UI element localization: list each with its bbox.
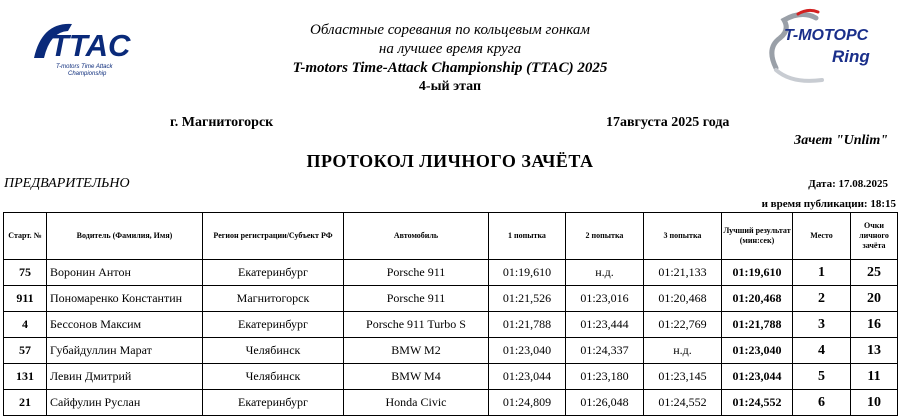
cell-best: 01:21,788 bbox=[722, 312, 793, 338]
cell-driver: Левин Дмитрий bbox=[47, 364, 203, 390]
cell-try1: 01:19,610 bbox=[489, 260, 566, 286]
col-header-place: Место bbox=[793, 213, 851, 260]
publication-time: и время публикации: 18:15 bbox=[761, 198, 896, 210]
cell-try2: 01:24,337 bbox=[566, 338, 644, 364]
document-date: Дата: 17.08.2025 bbox=[808, 178, 888, 190]
cell-region: Челябинск bbox=[203, 338, 344, 364]
cell-start-no: 21 bbox=[4, 390, 47, 416]
table-header-row bbox=[4, 213, 898, 260]
header-stage: 4-ый этап bbox=[418, 79, 482, 94]
cell-place: 2 bbox=[793, 286, 851, 312]
ttac-logo-sub1: T-motors Time Attack bbox=[56, 64, 113, 70]
cell-try3: 01:22,769 bbox=[644, 312, 722, 338]
cell-car: BMW M2 bbox=[344, 338, 489, 364]
tmotors-logo-line1: T-МОТОРС bbox=[784, 27, 869, 44]
cell-region: Екатеринбург bbox=[203, 390, 344, 416]
table-row bbox=[4, 390, 898, 416]
cell-points: 16 bbox=[851, 312, 898, 338]
col-header-try3: 3 попытка bbox=[644, 213, 722, 260]
table-row bbox=[4, 338, 898, 364]
ttac-logo-sub2: Championship bbox=[68, 71, 107, 77]
cell-driver: Пономаренко Константин bbox=[47, 286, 203, 312]
cell-points: 20 bbox=[851, 286, 898, 312]
status-label: ПРЕДВАРИТЕЛЬНО bbox=[4, 176, 130, 191]
cell-car: Porsche 911 Turbo S bbox=[344, 312, 489, 338]
cell-try3: 01:21,133 bbox=[644, 260, 722, 286]
cell-try2: н.д. bbox=[566, 260, 644, 286]
cell-best: 01:24,552 bbox=[722, 390, 793, 416]
col-header-region: Регион регистрации/Субъект РФ bbox=[203, 213, 344, 260]
table-row bbox=[4, 260, 898, 286]
cell-try1: 01:23,044 bbox=[489, 364, 566, 390]
header-championship-title: T-motors Time-Attack Championship (TTAC) 2025 bbox=[292, 60, 608, 76]
cell-region: Екатеринбург bbox=[203, 260, 344, 286]
cell-place: 1 bbox=[793, 260, 851, 286]
header-line-2: на лучшее время круга bbox=[378, 41, 522, 57]
cell-driver: Сайфулин Руслан bbox=[47, 390, 203, 416]
cell-points: 11 bbox=[851, 364, 898, 390]
cell-points: 25 bbox=[851, 260, 898, 286]
cell-best: 01:23,044 bbox=[722, 364, 793, 390]
cell-points: 10 bbox=[851, 390, 898, 416]
col-header-points: Очки личного зачёта bbox=[851, 213, 898, 260]
cell-try2: 01:26,048 bbox=[566, 390, 644, 416]
cell-start-no: 57 bbox=[4, 338, 47, 364]
cell-place: 3 bbox=[793, 312, 851, 338]
cell-try2: 01:23,016 bbox=[566, 286, 644, 312]
results-table bbox=[3, 212, 898, 416]
cell-try1: 01:21,526 bbox=[489, 286, 566, 312]
cell-try3: н.д. bbox=[644, 338, 722, 364]
cell-driver: Губайдуллин Марат bbox=[47, 338, 203, 364]
cell-car: Porsche 911 bbox=[344, 260, 489, 286]
class-label: Зачет "Unlim" bbox=[794, 133, 888, 148]
col-header-try1: 1 попытка bbox=[489, 213, 566, 260]
event-date: 17августа 2025 года bbox=[606, 115, 730, 130]
cell-place: 4 bbox=[793, 338, 851, 364]
cell-place: 6 bbox=[793, 390, 851, 416]
cell-start-no: 4 bbox=[4, 312, 47, 338]
cell-car: BMW M4 bbox=[344, 364, 489, 390]
cell-start-no: 75 bbox=[4, 260, 47, 286]
cell-best: 01:19,610 bbox=[722, 260, 793, 286]
cell-driver: Воронин Антон bbox=[47, 260, 203, 286]
cell-driver: Бессонов Максим bbox=[47, 312, 203, 338]
cell-try2: 01:23,180 bbox=[566, 364, 644, 390]
tmotors-logo-line2: Ring bbox=[832, 47, 870, 66]
col-header-start-no: Старт. № bbox=[4, 213, 47, 260]
table-row bbox=[4, 312, 898, 338]
cell-start-no: 911 bbox=[4, 286, 47, 312]
cell-try2: 01:23,444 bbox=[566, 312, 644, 338]
table-row bbox=[4, 364, 898, 390]
cell-try3: 01:24,552 bbox=[644, 390, 722, 416]
cell-car: Porsche 911 bbox=[344, 286, 489, 312]
col-header-car: Автомобиль bbox=[344, 213, 489, 260]
ttac-logo-mark: TTAC bbox=[50, 28, 131, 63]
cell-start-no: 131 bbox=[4, 364, 47, 390]
cell-best: 01:23,040 bbox=[722, 338, 793, 364]
cell-points: 13 bbox=[851, 338, 898, 364]
col-header-best: Лучший результат (мин:сек) bbox=[722, 213, 793, 260]
event-city: г. Магнитогорск bbox=[170, 115, 274, 130]
document-title: ПРОТОКОЛ ЛИЧНОГО ЗАЧЁТА bbox=[306, 151, 594, 171]
cell-try3: 01:20,468 bbox=[644, 286, 722, 312]
cell-try3: 01:23,145 bbox=[644, 364, 722, 390]
cell-try1: 01:24,809 bbox=[489, 390, 566, 416]
cell-region: Екатеринбург bbox=[203, 312, 344, 338]
table-row bbox=[4, 286, 898, 312]
header-line-1: Областные соревания по кольцевым гонкам bbox=[310, 22, 590, 38]
cell-try1: 01:23,040 bbox=[489, 338, 566, 364]
col-header-try2: 2 попытка bbox=[566, 213, 644, 260]
cell-try1: 01:21,788 bbox=[489, 312, 566, 338]
cell-best: 01:20,468 bbox=[722, 286, 793, 312]
cell-place: 5 bbox=[793, 364, 851, 390]
cell-region: Магнитогорск bbox=[203, 286, 344, 312]
cell-car: Honda Civic bbox=[344, 390, 489, 416]
col-header-driver: Водитель (Фамилия, Имя) bbox=[47, 213, 203, 260]
cell-region: Челябинск bbox=[203, 364, 344, 390]
